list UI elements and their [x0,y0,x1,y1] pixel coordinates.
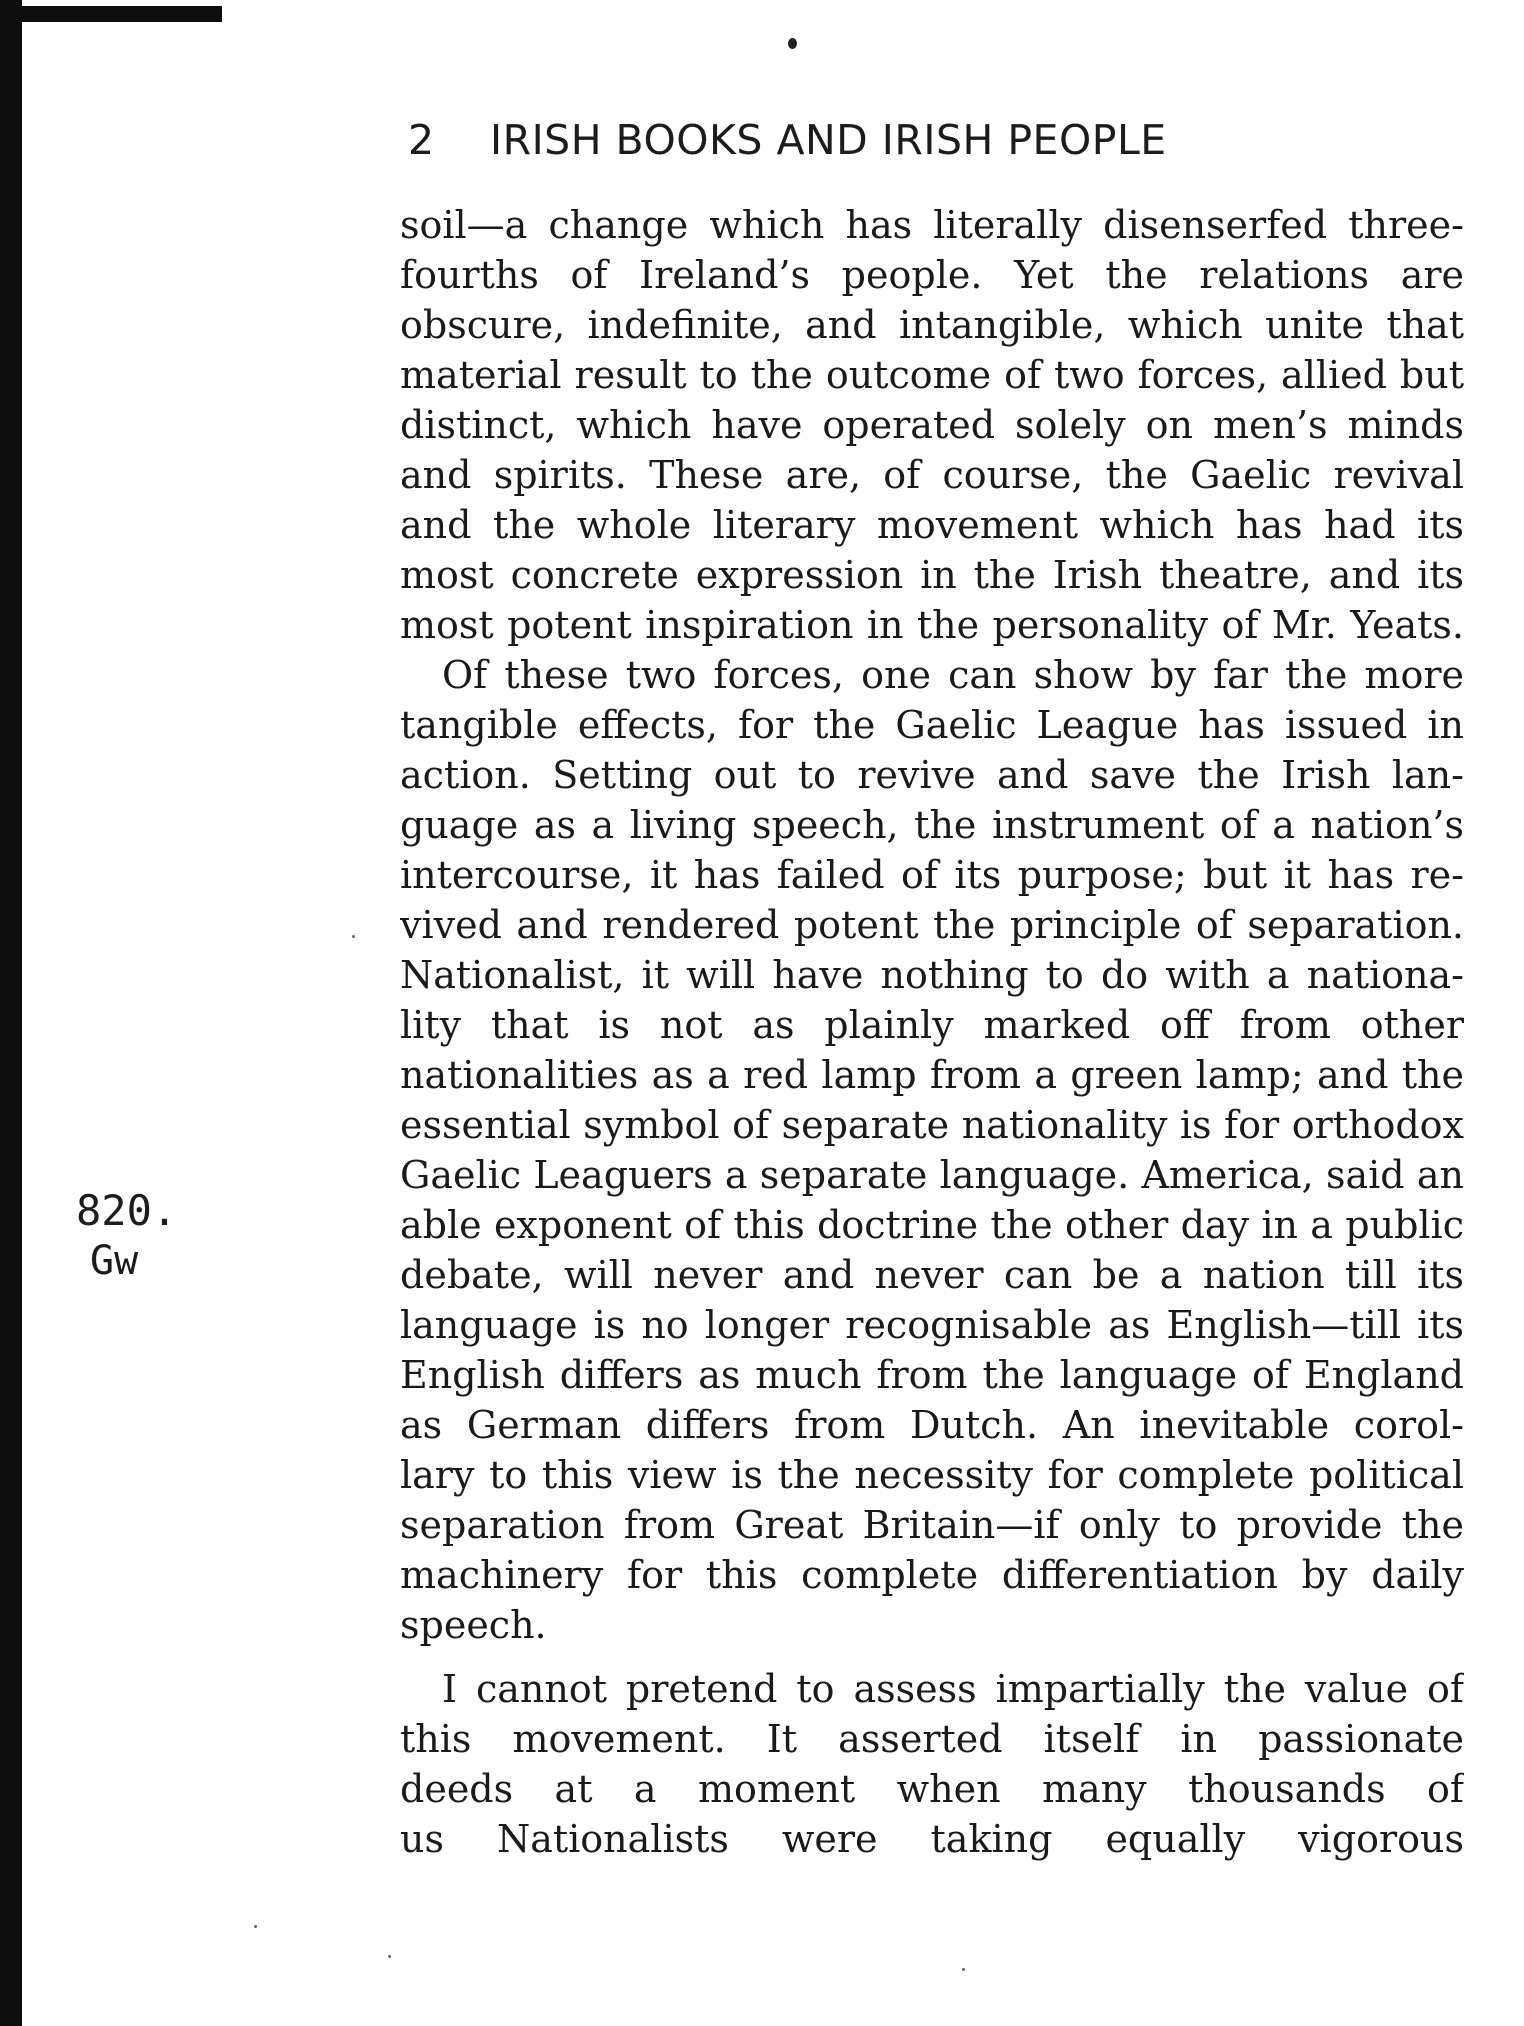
text-line: separation from Great Britain—if only to provide the [400,1503,1464,1547]
running-head [408,116,1338,176]
text-line: material result to the outcome of two forces, allied but [400,353,1464,397]
text-line: most concrete expression in the Irish theatre, and its [400,553,1464,597]
text-line: I cannot pretend to assess impartially the value of [442,1667,1464,1711]
page-number: 2 [408,116,435,164]
text-line: intercourse, it has failed of its purpose; but it has re- [400,853,1464,897]
text-line: tangible effects, for the Gaelic League has issued in [400,703,1464,747]
text-line: English differs as much from the language of England [400,1353,1464,1397]
text-line: fourths of Ireland’s people. Yet the relations are [400,253,1464,297]
margin-annotation-code: Gw [90,1238,139,1284]
margin-annotation [76,1186,177,1286]
ink-speck [962,1968,965,1971]
text-line: this movement. It asserted itself in passionate [400,1717,1464,1761]
text-line: soil—a change which has literally disenserfed three- [400,203,1464,247]
text-line: able exponent of this doctrine the other day in a public [400,1203,1464,1247]
margin-annotation-number: 820. [76,1186,178,1235]
text-line: action. Setting out to revive and save the Irish lan- [400,753,1464,797]
ink-speck [388,1955,391,1958]
text-line: Of these two forces, one can show by far the more [442,653,1464,697]
text-line: most potent inspiration in the personality of Mr. Yeats. [400,603,1464,647]
text-line: debate, will never and never can be a nation till its [400,1253,1464,1297]
text-line: nationalities as a red lamp from a green lamp; and the [400,1053,1464,1097]
text-line: Gaelic Leaguers a separate language. America, said an [400,1153,1464,1197]
text-line: vived and rendered potent the principle of separation. [400,903,1464,947]
ink-speck [254,1925,257,1928]
text-line: and spirits. These are, of course, the Gaelic revival [400,453,1464,497]
text-line: lity that is not as plainly marked off from other [400,1003,1464,1047]
text-line: guage as a living speech, the instrument of a nation’s [400,803,1464,847]
text-line: as German differs from Dutch. An inevitable corol- [400,1403,1464,1447]
ink-speck [352,935,355,938]
text-line: Nationalist, it will have nothing to do with a nationa- [400,953,1464,997]
text-line: language is no longer recognisable as English—till its [400,1303,1464,1347]
running-title: IRISH BOOKS AND IRISH PEOPLE [490,116,1167,164]
text-line: obscure, indefinite, and intangible, which unite that [400,303,1464,347]
text-line: machinery for this complete differentiation by daily [400,1553,1464,1597]
text-line: distinct, which have operated solely on men’s minds [400,403,1464,447]
text-line: lary to this view is the necessity for complete political [400,1453,1464,1497]
body-text [400,200,1464,1864]
scan-border-top [0,6,222,22]
text-line: speech. [400,1603,547,1647]
text-line: essential symbol of separate nationality is for orthodox [400,1103,1464,1147]
text-line: us Nationalists were taking equally vigorous [400,1817,1464,1861]
scan-border-left [0,0,22,2026]
text-line: deeds at a moment when many thousands of [400,1767,1464,1811]
ink-speck [788,38,797,49]
text-line: and the whole literary movement which has had its [400,503,1464,547]
